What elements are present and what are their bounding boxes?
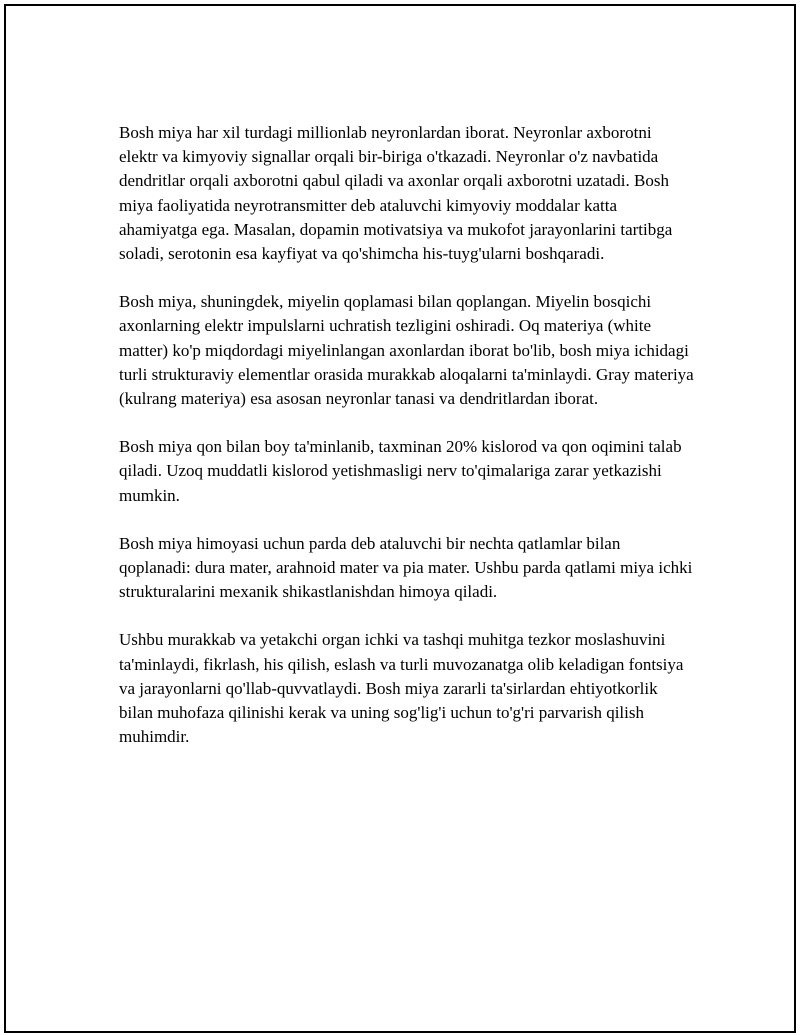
paragraph-neurons: Bosh miya har xil turdagi millionlab neyronlardan iborat. Neyronlar axborotni elektr va kimyoviy signallar orqali bir-biriga o'tkazadi. Neyronlar o'z navbatida dendritlar orqali axborotni qabul qiladi va axonlar orqali axborotni uzatadi. Bosh miya faoliyatida neyrotransmitter deb ataluvchi kimyoviy moddalar katta ahamiyatga ega. Masalan, dopamin motivatsiya va mukofot jarayonlarini tartibga soladi, serotonin esa kayfiyat va qo'shimcha his-tuyg'ularni boshqaradi. (119, 123, 673, 264)
paragraph-blood-supply: Bosh miya qon bilan boy ta'minlanib, taxminan 20% kislorod va qon oqimini talab qiladi. Uzoq muddatli kislorod yetishmasligi nerv to'qimalariga zarar yetkazishi mumkin. (119, 437, 682, 505)
paragraph-meninges: Bosh miya himoyasi uchun parda deb ataluvchi bir nechta qatlamlar bilan qoplanadi: dura mater, arahnoid mater va pia mater. Ushbu parda qatlami miya ichki strukturalarini mexanik shikastlanishdan himoya qiladi. (119, 533, 693, 602)
document-page (4, 4, 796, 1033)
paragraph-conclusion: Ushbu murakkab va yetakchi organ ichki va tashqi muhitga tezkor moslashuvini ta'minlaydi, fikrlash, his qilish, eslash va turli muvozanatga olib keladigan fontsiya va jarayonlarni qo'llab-quvvatlaydi. Bosh miya zararli ta'sirlardan ehtiyotkorlik bilan muhofaza qilinishi kerak va uning sog'lig'i uchun to'g'ri parvarish qilish muhimdir. (119, 630, 684, 747)
paragraph-myelin: Bosh miya, shuningdek, miyelin qoplamasi bilan qoplangan. Miyelin bosqichi axonlarning elektr impulslarni uchratish tezligini oshiradi. Oq materiya (white matter) ko'p miqdordagi miyelinlangan axonlardan iborat bo'lib, bosh miya ichidagi turli strukturaviy elementlar orasida murakkab aloqalarni ta'minlaydi. Gray materiya (kulrang materiya) esa asosan neyronlar tanasi va dendritlardan iborat. (119, 292, 694, 409)
document-body (119, 121, 694, 773)
